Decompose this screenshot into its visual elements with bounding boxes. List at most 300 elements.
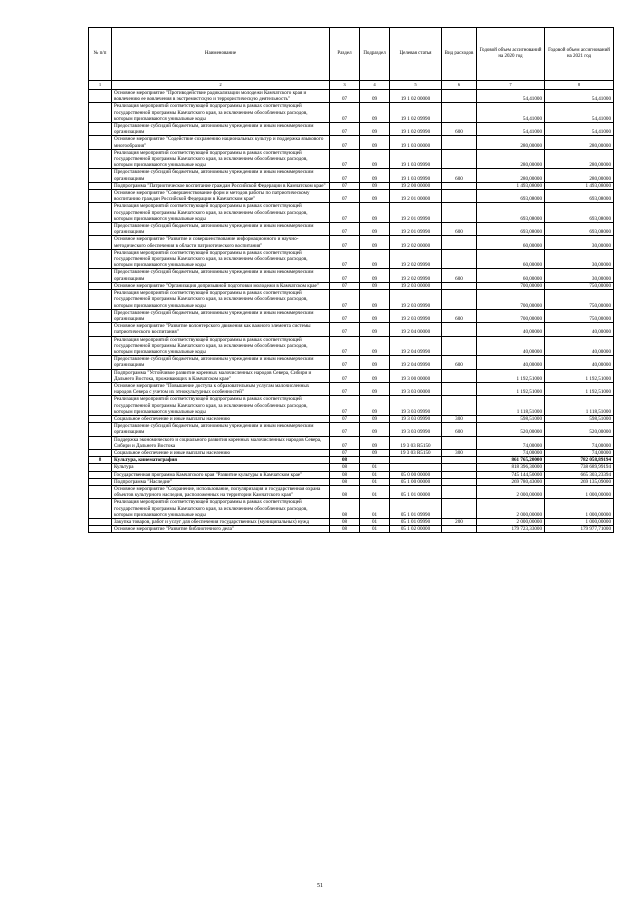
row-expense-type: 600 <box>442 356 477 369</box>
table-row <box>89 269 614 282</box>
row-amount-2021: 693,08000 <box>545 203 614 223</box>
row-amount-2021: 1 118,51000 <box>545 396 614 416</box>
row-razdel: 07 <box>330 103 360 123</box>
row-razdel: 08 <box>330 478 360 485</box>
row-name: Реализация мероприятий соответствующей подпрограммы в рамках соответствующей государственной программы Камчатского края, за исключением обособленных расходов, которым присваиваются уникальные коды <box>112 249 330 269</box>
row-razdel: 08 <box>330 471 360 478</box>
row-amount-2021: 1 192,51000 <box>545 369 614 382</box>
row-name: Культура, кинематография <box>112 457 330 464</box>
header-cell: Годовой объем ассигнований на 2021 год <box>545 28 614 81</box>
row-number <box>89 323 112 336</box>
row-number <box>89 123 112 136</box>
row-razdel: 07 <box>330 203 360 223</box>
row-expense-type <box>442 103 477 123</box>
column-number: 3 <box>330 81 360 90</box>
row-amount-2021: 738 689,99194 <box>545 464 614 471</box>
row-razdel: 07 <box>330 123 360 136</box>
column-number: 6 <box>442 81 477 90</box>
row-razdel: 07 <box>330 223 360 236</box>
row-name: Закупка товаров, работ и услуг для обеспечения государственных (муниципальных) нужд <box>112 519 330 526</box>
row-amount-2021: 520,00000 <box>545 423 614 436</box>
row-podrazdel: 09 <box>360 236 390 249</box>
header-row <box>89 28 614 81</box>
row-amount-2020: 818 396,30000 <box>477 464 545 471</box>
row-name: Основное мероприятие "Совершенствование форм и методов работы по патриотическому воспитанию граждан Российской Федерации в Камчатском крае" <box>112 190 330 203</box>
row-razdel: 07 <box>330 249 360 269</box>
row-number <box>89 464 112 471</box>
row-razdel: 08 <box>330 499 360 519</box>
row-amount-2020: 280,00000 <box>477 169 545 182</box>
row-podrazdel: 09 <box>360 282 390 289</box>
row-podrazdel: 09 <box>360 396 390 416</box>
row-number <box>89 290 112 310</box>
row-podrazdel: 09 <box>360 309 390 322</box>
row-target-article: 19 3 03 09990 <box>390 396 442 416</box>
row-expense-type: 300 <box>442 415 477 422</box>
table-row <box>89 236 614 249</box>
row-target-article: 19 2 04 00000 <box>390 323 442 336</box>
row-razdel: 07 <box>330 290 360 310</box>
row-name: Социальное обеспечение и иные выплаты населению <box>112 415 330 422</box>
row-amount-2020: 693,08000 <box>477 190 545 203</box>
row-target-article: 19 1 03 09990 <box>390 149 442 169</box>
budget-table <box>88 27 614 533</box>
row-podrazdel: 09 <box>360 436 390 449</box>
row-name: Основное мероприятие "Содействие сохранению национальных культур и поддержка языкового многообразия" <box>112 136 330 149</box>
row-amount-2021: 1 000,00000 <box>545 485 614 498</box>
row-name: Реализация мероприятий соответствующей подпрограммы в рамках соответствующей государственной программы Камчатского края, за исключением обособленных расходов, которым присваиваются уникальные коды <box>112 336 330 356</box>
row-amount-2021: 280,00000 <box>545 136 614 149</box>
row-amount-2020: 520,00000 <box>477 423 545 436</box>
row-expense-type <box>442 499 477 519</box>
table-row <box>89 415 614 422</box>
row-amount-2021: 750,00000 <box>545 309 614 322</box>
row-podrazdel: 09 <box>360 123 390 136</box>
row-amount-2020: 40,00000 <box>477 356 545 369</box>
header-cell: Годовой объем ассигнований на 2020 год <box>477 28 545 81</box>
table-row <box>89 499 614 519</box>
row-amount-2021: 269 135,09000 <box>545 478 614 485</box>
row-number <box>89 103 112 123</box>
row-target-article: 19 2 04 09990 <box>390 356 442 369</box>
row-name: Социальное обеспечение и иные выплаты населению <box>112 449 330 456</box>
row-amount-2020: 280,00000 <box>477 136 545 149</box>
row-name: Основное мероприятие "Развитие волонтерского движения как важного элемента системы патриотического воспитания" <box>112 323 330 336</box>
table-row <box>89 464 614 471</box>
row-number <box>89 449 112 456</box>
row-amount-2021: 693,08000 <box>545 223 614 236</box>
row-podrazdel: 09 <box>360 415 390 422</box>
row-expense-type: 600 <box>442 169 477 182</box>
row-expense-type <box>442 136 477 149</box>
row-expense-type: 600 <box>442 269 477 282</box>
row-number <box>89 203 112 223</box>
row-amount-2021: 54,41000 <box>545 123 614 136</box>
row-podrazdel: 09 <box>360 223 390 236</box>
table-row <box>89 90 614 103</box>
row-podrazdel: 09 <box>360 249 390 269</box>
row-number <box>89 309 112 322</box>
row-amount-2021: 74,00000 <box>545 436 614 449</box>
row-razdel: 07 <box>330 282 360 289</box>
row-razdel: 07 <box>330 236 360 249</box>
row-razdel: 07 <box>330 369 360 382</box>
header-cell: Наименование <box>112 28 330 81</box>
row-podrazdel: 09 <box>360 269 390 282</box>
row-target-article: 05 1 02 00000 <box>390 526 442 533</box>
header-cell: Целевая статья <box>390 28 442 81</box>
row-amount-2020: 74,00000 <box>477 449 545 456</box>
row-amount-2021: 40,00000 <box>545 336 614 356</box>
row-amount-2021: 74,00000 <box>545 449 614 456</box>
row-expense-type <box>442 485 477 498</box>
row-podrazdel: 09 <box>360 90 390 103</box>
row-razdel: 07 <box>330 449 360 456</box>
row-amount-2021: 30,00000 <box>545 249 614 269</box>
row-razdel: 07 <box>330 149 360 169</box>
row-amount-2021: 665 303,23394 <box>545 471 614 478</box>
row-amount-2021: 40,00000 <box>545 356 614 369</box>
table-row <box>89 485 614 498</box>
table-row <box>89 478 614 485</box>
row-expense-type <box>442 526 477 533</box>
table-row <box>89 169 614 182</box>
row-razdel: 07 <box>330 336 360 356</box>
row-number <box>89 423 112 436</box>
row-name: Поддержка экономического и социального развития коренных малочисленных народов Севера, Сибири и Дальнего Востока <box>112 436 330 449</box>
row-number <box>89 499 112 519</box>
row-expense-type: 600 <box>442 123 477 136</box>
page-number: 51 <box>317 883 323 889</box>
row-podrazdel: 09 <box>360 369 390 382</box>
row-target-article: 05 0 00 00000 <box>390 471 442 478</box>
row-razdel: 08 <box>330 464 360 471</box>
row-amount-2020: 54,41000 <box>477 123 545 136</box>
row-expense-type <box>442 369 477 382</box>
row-expense-type <box>442 190 477 203</box>
row-number <box>89 382 112 395</box>
row-number <box>89 369 112 382</box>
row-number <box>89 249 112 269</box>
row-number <box>89 336 112 356</box>
row-number <box>89 396 112 416</box>
row-razdel: 07 <box>330 436 360 449</box>
row-expense-type <box>442 282 477 289</box>
row-target-article: 19 2 04 09990 <box>390 336 442 356</box>
row-target-article: 19 2 03 09990 <box>390 309 442 322</box>
row-number <box>89 485 112 498</box>
row-target-article: 19 3 03 00000 <box>390 382 442 395</box>
row-name: Реализация мероприятий соответствующей подпрограммы в рамках соответствующей государственной программы Камчатского края, за исключением обособленных расходов, которым присваиваются уникальные коды <box>112 396 330 416</box>
row-number <box>89 223 112 236</box>
row-amount-2020: 1 118,51000 <box>477 396 545 416</box>
row-name: Подпрограмма "Патриотическое воспитание граждан Российской Федерации в Камчатском крае" <box>112 182 330 189</box>
row-target-article: 19 2 01 00000 <box>390 190 442 203</box>
row-razdel: 07 <box>330 169 360 182</box>
row-name: Предоставление субсидий бюджетным, автономным учреждениям и иным некоммерческим организациям <box>112 356 330 369</box>
row-amount-2020: 598,51000 <box>477 415 545 422</box>
row-amount-2020: 745 144,50000 <box>477 471 545 478</box>
row-razdel: 07 <box>330 90 360 103</box>
row-number <box>89 236 112 249</box>
row-target-article: 19 2 01 09990 <box>390 203 442 223</box>
table-row <box>89 457 614 464</box>
row-podrazdel: 01 <box>360 526 390 533</box>
row-amount-2020: 54,41000 <box>477 90 545 103</box>
column-number: 7 <box>477 81 545 90</box>
row-target-article: 19 2 01 09990 <box>390 223 442 236</box>
row-expense-type: 600 <box>442 423 477 436</box>
row-amount-2020: 2 000,00000 <box>477 499 545 519</box>
row-amount-2021: 1 000,00000 <box>545 499 614 519</box>
row-amount-2020: 60,00000 <box>477 269 545 282</box>
row-podrazdel: 09 <box>360 449 390 456</box>
row-amount-2020: 54,41000 <box>477 103 545 123</box>
row-podrazdel: 09 <box>360 169 390 182</box>
row-podrazdel: 01 <box>360 464 390 471</box>
row-number <box>89 415 112 422</box>
row-podrazdel: 09 <box>360 203 390 223</box>
table-row <box>89 249 614 269</box>
row-podrazdel: 09 <box>360 136 390 149</box>
row-expense-type <box>442 182 477 189</box>
row-razdel: 07 <box>330 396 360 416</box>
row-podrazdel: 09 <box>360 323 390 336</box>
row-number <box>89 169 112 182</box>
row-amount-2020: 861 765,20000 <box>477 457 545 464</box>
row-number <box>89 526 112 533</box>
row-razdel: 07 <box>330 309 360 322</box>
row-name: Реализация мероприятий соответствующей подпрограммы в рамках соответствующей государственной программы Камчатского края, за исключением обособленных расходов, которым присваиваются уникальные коды <box>112 149 330 169</box>
table-body <box>89 90 614 533</box>
row-expense-type <box>442 323 477 336</box>
row-amount-2020: 40,00000 <box>477 323 545 336</box>
table-row <box>89 149 614 169</box>
row-expense-type <box>442 236 477 249</box>
row-name: Основное мероприятие "Развитие библиотечного дела" <box>112 526 330 533</box>
row-amount-2021: 179 977,71000 <box>545 526 614 533</box>
row-target-article <box>390 457 442 464</box>
row-podrazdel: 09 <box>360 190 390 203</box>
table-row <box>89 290 614 310</box>
row-amount-2021: 693,08000 <box>545 190 614 203</box>
row-expense-type <box>442 396 477 416</box>
row-amount-2021: 280,00000 <box>545 169 614 182</box>
row-expense-type <box>442 249 477 269</box>
row-razdel: 07 <box>330 136 360 149</box>
row-number: 8 <box>89 457 112 464</box>
row-name: Основное мероприятие "Сохранение, использование, популяризация и государственная охрана объектов культурного наследия, расположенных на территории Камчатского края" <box>112 485 330 498</box>
row-target-article: 19 3 03 R5150 <box>390 436 442 449</box>
row-target-article: 19 2 02 09990 <box>390 269 442 282</box>
row-amount-2021: 1 493,08000 <box>545 182 614 189</box>
row-podrazdel: 09 <box>360 356 390 369</box>
row-expense-type <box>442 203 477 223</box>
row-name: Предоставление субсидий бюджетным, автономным учреждениям и иным некоммерческим организациям <box>112 123 330 136</box>
row-amount-2021: 750,00000 <box>545 290 614 310</box>
row-expense-type <box>442 478 477 485</box>
row-amount-2020: 1 493,08000 <box>477 182 545 189</box>
table-row <box>89 123 614 136</box>
row-razdel: 07 <box>330 182 360 189</box>
column-number: 4 <box>360 81 390 90</box>
row-name: Реализация мероприятий соответствующей подпрограммы в рамках соответствующей государственной программы Камчатского края, за исключением обособленных расходов, которым присваиваются уникальные коды <box>112 203 330 223</box>
row-name: Предоставление субсидий бюджетным, автономным учреждениям и иным некоммерческим организациям <box>112 423 330 436</box>
table-row <box>89 203 614 223</box>
row-amount-2021: 30,00000 <box>545 269 614 282</box>
row-amount-2020: 693,08000 <box>477 223 545 236</box>
row-number <box>89 282 112 289</box>
row-expense-type <box>442 382 477 395</box>
row-razdel: 07 <box>330 423 360 436</box>
row-name: Основное мероприятие "Повышение доступа к образовательным услугам малочисленных народов Севера с учетом их этнокультурных особенностей" <box>112 382 330 395</box>
column-number: 2 <box>112 81 330 90</box>
row-expense-type <box>442 471 477 478</box>
row-amount-2020: 74,00000 <box>477 436 545 449</box>
row-expense-type: 300 <box>442 449 477 456</box>
row-target-article: 19 3 00 00000 <box>390 369 442 382</box>
row-amount-2020: 60,00000 <box>477 236 545 249</box>
row-number <box>89 436 112 449</box>
row-name: Подпрограмма "Устойчивое развитие коренных малочисленных народов Севера, Сибири и Дальнего Востока, проживающих в Камчатском крае" <box>112 369 330 382</box>
row-target-article: 19 3 03 R5150 <box>390 449 442 456</box>
row-expense-type <box>442 464 477 471</box>
row-razdel: 07 <box>330 382 360 395</box>
column-number-row <box>89 81 614 90</box>
row-name: Основное мероприятие "Организация допризывной подготовки молодежи в Камчатском крае" <box>112 282 330 289</box>
header-cell: Подраздел <box>360 28 390 81</box>
row-expense-type <box>442 436 477 449</box>
row-expense-type <box>442 149 477 169</box>
row-amount-2020: 693,08000 <box>477 203 545 223</box>
row-target-article: 19 1 02 09990 <box>390 103 442 123</box>
row-name: Культура <box>112 464 330 471</box>
row-expense-type <box>442 290 477 310</box>
row-razdel: 08 <box>330 457 360 464</box>
row-target-article: 19 1 02 09990 <box>390 123 442 136</box>
row-target-article: 19 3 03 09990 <box>390 423 442 436</box>
column-number: 8 <box>545 81 614 90</box>
row-name: Предоставление субсидий бюджетным, автономным учреждениям и иным некоммерческим организациям <box>112 269 330 282</box>
row-target-article <box>390 464 442 471</box>
table-row <box>89 136 614 149</box>
row-razdel: 07 <box>330 415 360 422</box>
row-target-article: 19 1 03 00000 <box>390 136 442 149</box>
row-expense-type <box>442 336 477 356</box>
row-razdel: 07 <box>330 356 360 369</box>
row-amount-2020: 179 723,33000 <box>477 526 545 533</box>
row-name: Подпрограмма "Наследие" <box>112 478 330 485</box>
row-number <box>89 182 112 189</box>
row-razdel: 08 <box>330 485 360 498</box>
row-target-article: 05 1 00 00000 <box>390 478 442 485</box>
row-target-article: 19 3 03 09990 <box>390 415 442 422</box>
table-row <box>89 369 614 382</box>
row-amount-2021: 1 000,00000 <box>545 519 614 526</box>
row-number <box>89 90 112 103</box>
row-razdel: 08 <box>330 526 360 533</box>
row-podrazdel: 01 <box>360 485 390 498</box>
header-cell: Раздел <box>330 28 360 81</box>
row-razdel: 07 <box>330 269 360 282</box>
row-amount-2020: 700,00000 <box>477 282 545 289</box>
row-podrazdel: 09 <box>360 382 390 395</box>
row-podrazdel: 09 <box>360 149 390 169</box>
row-name: Реализация мероприятий соответствующей подпрограммы в рамках соответствующей государственной программы Камчатского края, за исключением обособленных расходов, которым присваиваются уникальные коды <box>112 103 330 123</box>
row-name: Предоставление субсидий бюджетным, автономным учреждениям и иным некоммерческим организациям <box>112 169 330 182</box>
row-podrazdel: 09 <box>360 336 390 356</box>
table-row <box>89 282 614 289</box>
column-number: 5 <box>390 81 442 90</box>
table-row <box>89 526 614 533</box>
table-row <box>89 382 614 395</box>
row-amount-2021: 598,51000 <box>545 415 614 422</box>
row-amount-2021: 30,00000 <box>545 236 614 249</box>
row-target-article: 19 2 00 00000 <box>390 182 442 189</box>
row-target-article: 05 1 01 00000 <box>390 485 442 498</box>
row-podrazdel: 01 <box>360 519 390 526</box>
row-podrazdel: 01 <box>360 471 390 478</box>
table-row <box>89 223 614 236</box>
row-name: Предоставление субсидий бюджетным, автономным учреждениям и иным некоммерческим организациям <box>112 223 330 236</box>
row-amount-2020: 269 780,43000 <box>477 478 545 485</box>
row-name: Основное мероприятие "Противодействие радикализации молодежи Камчатского края и вовлечению ее вовлечения в экстремистскую и террористическую деятельность" <box>112 90 330 103</box>
header-cell: № п/п <box>89 28 112 81</box>
row-amount-2020: 700,00000 <box>477 290 545 310</box>
row-target-article: 05 1 01 09990 <box>390 499 442 519</box>
column-number: 1 <box>89 81 112 90</box>
table-row <box>89 423 614 436</box>
row-amount-2020: 280,00000 <box>477 149 545 169</box>
row-target-article: 19 2 03 09990 <box>390 290 442 310</box>
row-amount-2021: 1 192,51000 <box>545 382 614 395</box>
row-expense-type: 200 <box>442 519 477 526</box>
row-number <box>89 269 112 282</box>
row-name: Реализация мероприятий соответствующей подпрограммы в рамках соответствующей государственной программы Камчатского края, за исключением обособленных расходов, которым присваиваются уникальные коды <box>112 499 330 519</box>
row-target-article: 19 2 02 09990 <box>390 249 442 269</box>
table-row <box>89 356 614 369</box>
table-row <box>89 336 614 356</box>
header-cell: Вид расходов <box>442 28 477 81</box>
row-target-article: 19 2 02 00000 <box>390 236 442 249</box>
row-number <box>89 471 112 478</box>
row-amount-2021: 54,41000 <box>545 90 614 103</box>
row-target-article: 05 1 01 09990 <box>390 519 442 526</box>
row-expense-type <box>442 457 477 464</box>
row-target-article: 19 2 03 00000 <box>390 282 442 289</box>
row-razdel: 08 <box>330 519 360 526</box>
row-podrazdel: 01 <box>360 499 390 519</box>
table-row <box>89 103 614 123</box>
row-amount-2020: 40,00000 <box>477 336 545 356</box>
row-amount-2020: 700,00000 <box>477 309 545 322</box>
row-number <box>89 356 112 369</box>
row-expense-type: 600 <box>442 223 477 236</box>
row-podrazdel: 09 <box>360 290 390 310</box>
row-amount-2021: 280,00000 <box>545 149 614 169</box>
table-row <box>89 436 614 449</box>
row-number <box>89 149 112 169</box>
row-name: Государственная программа Камчатского края "Развитие культуры в Камчатском крае" <box>112 471 330 478</box>
row-amount-2020: 2 000,00000 <box>477 519 545 526</box>
row-podrazdel: 09 <box>360 423 390 436</box>
row-name: Основное мероприятие "Развитие и совершенствование информационного и научно-методического обеспечения в области патриотического воспитания" <box>112 236 330 249</box>
row-amount-2020: 1 192,51000 <box>477 369 545 382</box>
row-razdel: 07 <box>330 323 360 336</box>
row-number <box>89 190 112 203</box>
table-row <box>89 519 614 526</box>
row-razdel: 07 <box>330 190 360 203</box>
